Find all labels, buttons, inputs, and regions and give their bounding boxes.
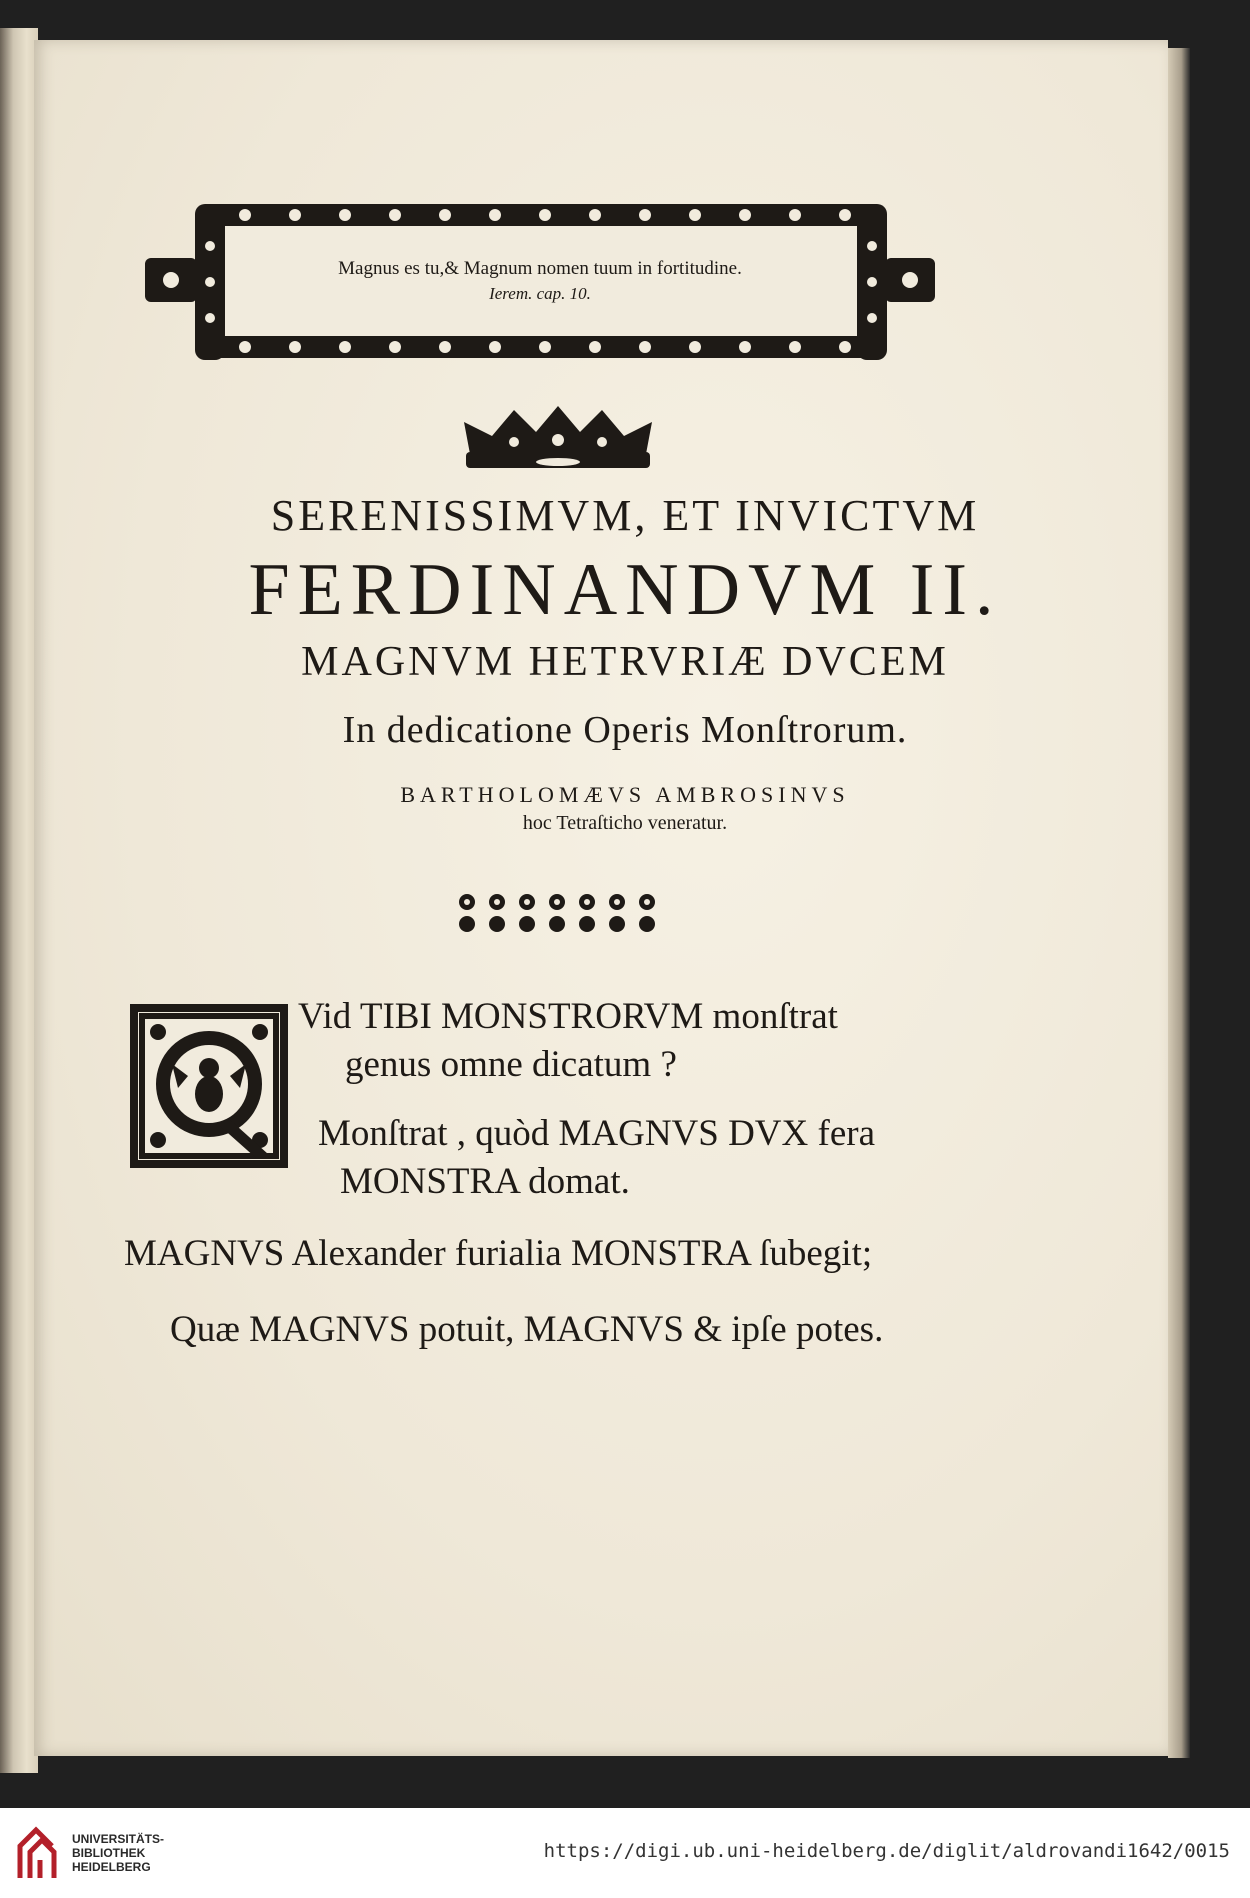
- title-line-3: MAGNVM HETRVRIÆ DVCEM: [301, 639, 949, 685]
- decorated-initial-q-icon: [128, 1002, 290, 1170]
- page-edge: [1168, 48, 1190, 1758]
- dedication-line: In dedicatione Operis Monſtrorum.: [342, 709, 908, 751]
- motto-citation: Ierem. cap. 10.: [489, 284, 591, 303]
- title-line-1: SERENISSIMVM, ET INVICTVM: [270, 491, 980, 540]
- library-name-line-1: UNIVERSITÄTS-: [72, 1832, 165, 1846]
- crown-ornament-icon: [458, 402, 658, 472]
- library-name[interactable]: [72, 1832, 164, 1874]
- ornamental-border-icon: [145, 196, 935, 368]
- library-name-line-3: HEIDELBERG: [72, 1860, 151, 1874]
- poem-line-5: MAGNVS Alexander furialia MONSTRA ſubegit;: [124, 1233, 873, 1274]
- poem-line-6: Quæ MAGNVS potuit, MAGNVS & ipſe potes.: [170, 1309, 884, 1350]
- poem-line-3: Monſtrat , quòd MAGNVS DVX fera: [318, 1113, 875, 1154]
- author-note: hoc Tetraſticho veneratur.: [522, 812, 728, 834]
- fleuron-row-icon: [452, 890, 662, 938]
- footer-bar: [0, 1808, 1250, 1898]
- title-line-2: FERDINANDVM II.: [248, 549, 1002, 631]
- library-name-line-2: BIBLIOTHEK: [72, 1846, 146, 1860]
- book-spine: [0, 28, 38, 1773]
- page-url[interactable]: https://digi.ub.uni-heidelberg.de/diglit/aldrovandi1642/0015: [543, 1840, 1230, 1862]
- library-logo-icon[interactable]: [14, 1822, 60, 1882]
- ornamental-border: [145, 196, 935, 368]
- author-name: BARTHOLOMÆVS AMBROSINVS: [400, 782, 850, 807]
- poem-line-1: Vid TIBI MONSTRORVM monſtrat: [298, 996, 838, 1037]
- poem-line-2: genus omne dicatum ?: [345, 1044, 677, 1085]
- motto-text: Magnus es tu,& Magnum nomen tuum in fortitudine.: [338, 258, 742, 279]
- poem-line-4: MONSTRA domat.: [340, 1161, 630, 1202]
